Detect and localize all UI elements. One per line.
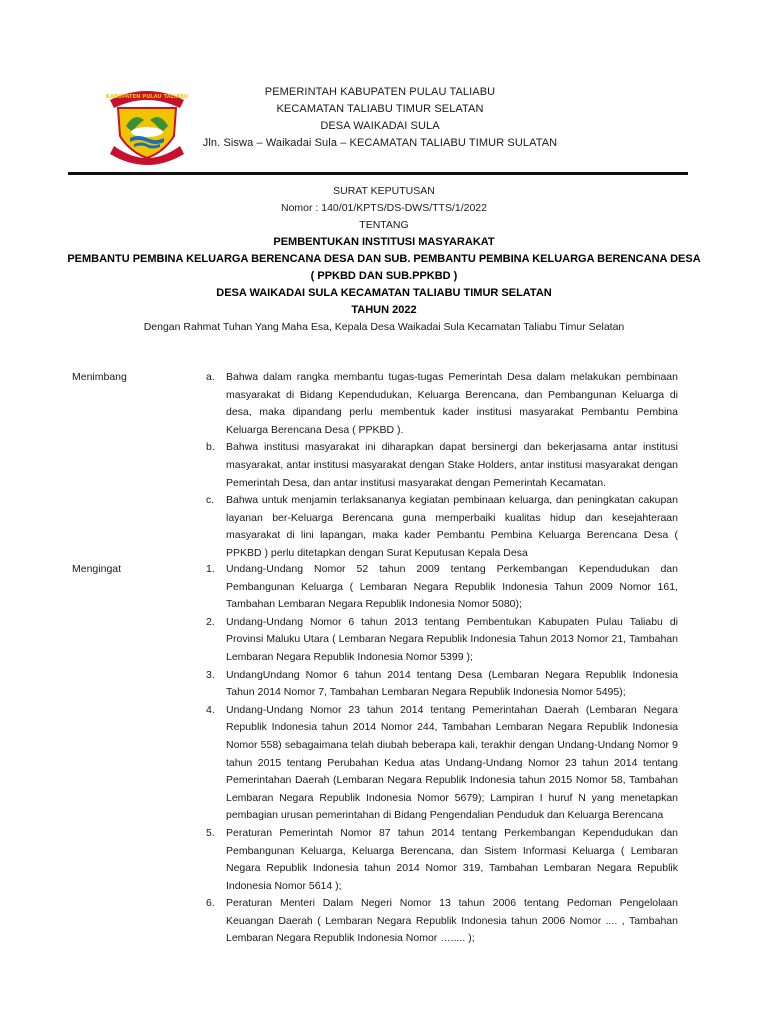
- mengingat-item: [206, 825, 678, 895]
- menimbang-item-marker: b.: [206, 441, 215, 454]
- mengingat-item: [206, 667, 678, 702]
- menimbang-item: [206, 492, 678, 562]
- mengingat-item-text: UndangUndang Nomor 6 tahun 2014 tentang Desa (Lembaran Negara Republik Indonesia Tahun 2014 Nomor 7, Tambahan Lembaran Negara Republik Indonesia Nomor 5495);: [226, 668, 678, 699]
- mengingat-item: [206, 895, 678, 948]
- letterhead-line-2: KECAMATAN TALIABU TIMUR SELATAN: [276, 103, 484, 115]
- section-label-mengingat: Mengingat: [72, 563, 122, 575]
- mengingat-item-text: Undang-Undang Nomor 52 tahun 2009 tentang Perkembangan Kependudukan dan Pembangunan Keluarga ( Lembaran Negara Republik Indonesia Tahun 2009 Nomor 161, Tambahan Lembaran Negara Republik Indonesia Nomor 5080);: [226, 563, 678, 611]
- doc-number: Nomor : 140/01/KPTS/DS-DWS/TTS/1/2022: [281, 202, 487, 214]
- mengingat-item-text: Undang-Undang Nomor 6 tahun 2013 tentang Pembentukan Kabupaten Pulau Taliabu di Provinsi Maluku Utara ( Lembaran Negara Republik Indonesia Tahun 2013 Nomor 21, Tambahan Lembaran Negara Republik Indonesia Nomor 5399 );: [226, 615, 678, 663]
- subject-line-2: PEMBANTU PEMBINA KELUARGA BERENCANA DESA DAN SUB. PEMBANTU PEMBINA KELUARGA BERENCANA DESA: [67, 253, 701, 265]
- doc-type: SURAT KEPUTUSAN: [333, 185, 435, 197]
- mengingat-item-marker: 4.: [206, 703, 215, 716]
- subject-line-5: TAHUN 2022: [351, 304, 417, 316]
- mengingat-item-text: Undang-Undang Nomor 23 tahun 2014 tentang Pemerintahan Daerah (Lembaran Negara Republik Indonesia tahun 2014 Nomor 244, Tambahan Lembaran Negara Republik Indonesia Nomor 558) sebagaimana telah diubah beberapa kali, terakhir dengan Undang-Undang Nomor 9 tahun 2015 tentang Perubahan Kedua atas Undang-Undang Nomor 23 tahun 2014 tentang Pemerintahan Daerah (Lembaran Negara Republik Indonesia tahun 2015 Nomor 58, Tambahan Lembaran Negara Republik Indonesia Nomor 5679); Lampiran I huruf N yang menetapkan pembagian urusan pemerintahan di Bidang Pengendalian Penduduk dan Keluarga Berencana: [226, 703, 678, 822]
- menimbang-item-text: Bahwa dalam rangka membantu tugas-tugas Pemerintah Desa dalam melakukan pembinaan masyarakat di Bidang Kependudukan, Keluarga Berencana, dan Pembangunan Keluarga di desa, maka dipandang perlu membentuk kader institusi masyarakat Pembantu Pembina Keluarga Berencana Desa ( PPKBD ).: [226, 371, 678, 436]
- letterhead-address: Jln. Siswa – Waikadai Sula – KECAMATAN TALIABU TIMUR SULATAN: [202, 137, 558, 149]
- doc-about: TENTANG: [359, 219, 409, 231]
- mengingat-item-marker: 6.: [206, 897, 215, 910]
- preamble: Dengan Rahmat Tuhan Yang Maha Esa, Kepala Desa Waikadai Sula Kecamatan Taliabu Timur Selatan: [143, 321, 625, 333]
- menimbang-list: [206, 369, 678, 563]
- subject-line-1: PEMBENTUKAN INSTITUSI MASYARAKAT: [273, 236, 495, 248]
- mengingat-item: [206, 561, 678, 614]
- menimbang-item: [206, 369, 678, 439]
- menimbang-item-marker: c.: [206, 494, 215, 507]
- mengingat-list: [206, 561, 678, 948]
- regency-logo: [104, 80, 190, 166]
- letterhead-line-1: PEMERINTAH KABUPATEN PULAU TALIABU: [264, 86, 496, 98]
- mengingat-item-marker: 3.: [206, 668, 215, 681]
- subject-line-3: ( PPKBD DAN SUB.PPKBD ): [310, 270, 458, 282]
- mengingat-item-text: Peraturan Pemerintah Nomor 87 tahun 2014 tentang Perkembangan Kependudukan dan Pembangunan Keluarga, Keluarga Berencana, dan Sistem Informasi Keluarga ( Lembaran Negara Republik Indonesia tahun 2014 Nomor 319, Tambahan Lembaran Negara Republik Indonesia Nomor 5614 );: [226, 826, 678, 892]
- menimbang-item-marker: a.: [206, 371, 215, 383]
- menimbang-item-text: Bahwa institusi masyarakat ini diharapkan dapat bersinergi dan bekerjasama antar institusi masyarakat, antar institusi masyarakat dengan Stake Holders, antar institusi masyarakat dengan Pemerintah Desa, dan antar institusi masyarakat dengan Pemerintah Kecamatan.: [226, 441, 678, 489]
- mengingat-item: [206, 614, 678, 667]
- letterhead: [190, 84, 570, 152]
- subject-line-4: DESA WAIKADAI SULA KECAMATAN TALIABU TIMUR SELATAN: [216, 287, 552, 299]
- mengingat-item-marker: 2.: [206, 615, 215, 628]
- section-label-menimbang: Menimbang: [72, 371, 127, 383]
- logo-lettering: KABUPATEN PULAU TALIABU: [105, 94, 189, 100]
- mengingat-item-marker: 5.: [206, 826, 215, 839]
- mengingat-item-marker: 1.: [206, 563, 215, 575]
- menimbang-item: [206, 439, 678, 492]
- letterhead-line-3: DESA WAIKADAI SULA: [320, 120, 440, 132]
- mengingat-item-text: Peraturan Menteri Dalam Negeri Nomor 13 tahun 2006 tentang Pedoman Pengelolaan Keuangan Daerah ( Lembaran Negara Republik Indonesia tahun 2006 Nomor .... , Tambahan Lembaran Negara Republik Indonesia Nomor …..... );: [226, 897, 678, 945]
- mengingat-item: [206, 702, 678, 825]
- letterhead-divider: [68, 172, 688, 175]
- menimbang-item-text: Bahwa untuk menjamin terlaksananya kegiatan pembinaan keluarga, dan peningkatan cakupan layanan ber-Keluarga Berencana guna memperbaiki kualitas hidup dan kesejahteraan masyarakat di lini lapangan, maka kader Pembantu Pembina Keluarga Berencana Desa ( PPKBD ) perlu ditetapkan dengan Surat Keputusan Kepala Desa: [226, 494, 678, 559]
- decree-title-block: [40, 183, 728, 336]
